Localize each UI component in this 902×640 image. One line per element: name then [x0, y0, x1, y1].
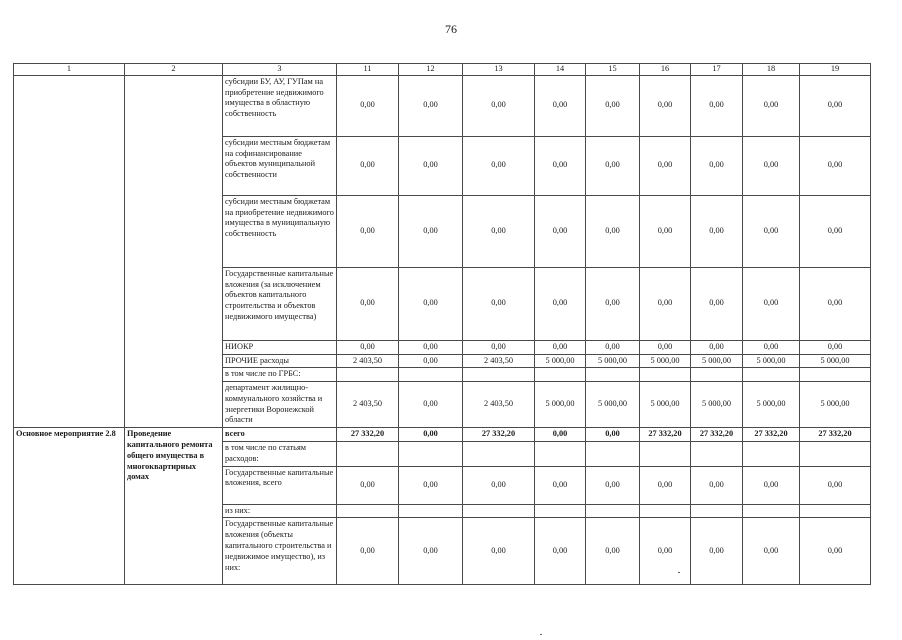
- header-cell: 14: [535, 64, 586, 76]
- value-cell: 0,00: [640, 340, 691, 354]
- value-cell: 0,00: [463, 267, 535, 340]
- value-cell: 0,00: [800, 267, 871, 340]
- header-cell: 11: [337, 64, 399, 76]
- value-cell: 27 332,20: [463, 428, 535, 442]
- value-cell: 0,00: [640, 195, 691, 267]
- value-cell: 0,00: [535, 466, 586, 504]
- value-cell: 0,00: [743, 136, 800, 195]
- value-cell: 5 000,00: [535, 354, 586, 368]
- value-cell: 5 000,00: [743, 382, 800, 428]
- header-cell: 13: [463, 64, 535, 76]
- value-cell: 27 332,20: [640, 428, 691, 442]
- value-cell: 0,00: [800, 75, 871, 136]
- scan-speck: [540, 634, 542, 635]
- value-cell: 0,00: [743, 195, 800, 267]
- value-cell: [399, 442, 463, 467]
- value-cell: 0,00: [535, 340, 586, 354]
- expense-label: всего: [223, 428, 337, 442]
- value-cell: 0,00: [463, 75, 535, 136]
- table-row: [14, 75, 871, 136]
- value-cell: 0,00: [399, 75, 463, 136]
- value-cell: [535, 368, 586, 382]
- expense-label: НИОКР: [223, 340, 337, 354]
- value-cell: 0,00: [691, 267, 743, 340]
- value-cell: 5 000,00: [691, 382, 743, 428]
- value-cell: 5 000,00: [743, 354, 800, 368]
- value-cell: 0,00: [743, 75, 800, 136]
- value-cell: 0,00: [337, 75, 399, 136]
- value-cell: 0,00: [586, 136, 640, 195]
- value-cell: 0,00: [463, 466, 535, 504]
- value-cell: [743, 368, 800, 382]
- value-cell: 0,00: [691, 340, 743, 354]
- value-cell: 0,00: [691, 75, 743, 136]
- value-cell: 0,00: [586, 75, 640, 136]
- value-cell: 0,00: [586, 466, 640, 504]
- value-cell: [800, 504, 871, 518]
- value-cell: [463, 442, 535, 467]
- value-cell: 0,00: [586, 428, 640, 442]
- value-cell: 2 403,50: [463, 382, 535, 428]
- value-cell: 5 000,00: [586, 382, 640, 428]
- value-cell: 0,00: [463, 340, 535, 354]
- value-cell: 0,00: [463, 518, 535, 585]
- value-cell: 27 332,20: [337, 428, 399, 442]
- value-cell: [337, 504, 399, 518]
- value-cell: [586, 504, 640, 518]
- value-cell: 0,00: [800, 195, 871, 267]
- value-cell: [535, 442, 586, 467]
- table-row: [14, 428, 871, 442]
- value-cell: 0,00: [399, 382, 463, 428]
- header-cell: 3: [223, 64, 337, 76]
- value-cell: 27 332,20: [800, 428, 871, 442]
- scan-speck: [678, 572, 680, 573]
- value-cell: [399, 368, 463, 382]
- activity-name-cell: [125, 75, 223, 427]
- header-cell: 17: [691, 64, 743, 76]
- value-cell: 0,00: [800, 466, 871, 504]
- value-cell: [640, 504, 691, 518]
- value-cell: 0,00: [586, 195, 640, 267]
- value-cell: 0,00: [691, 518, 743, 585]
- expense-label: в том числе по статьям расходов:: [223, 442, 337, 467]
- value-cell: [691, 504, 743, 518]
- value-cell: [463, 368, 535, 382]
- value-cell: 27 332,20: [691, 428, 743, 442]
- value-cell: 0,00: [586, 340, 640, 354]
- value-cell: 0,00: [399, 267, 463, 340]
- value-cell: [535, 504, 586, 518]
- value-cell: 0,00: [399, 466, 463, 504]
- value-cell: 0,00: [535, 136, 586, 195]
- expense-label: субсидии местным бюджетам на софинансирование объектов муниципальной собственности: [223, 136, 337, 195]
- value-cell: 5 000,00: [640, 382, 691, 428]
- value-cell: 27 332,20: [743, 428, 800, 442]
- value-cell: 0,00: [800, 340, 871, 354]
- value-cell: 0,00: [535, 428, 586, 442]
- value-cell: 0,00: [399, 518, 463, 585]
- value-cell: [743, 442, 800, 467]
- expense-label: из них:: [223, 504, 337, 518]
- value-cell: 5 000,00: [586, 354, 640, 368]
- header-cell: 2: [125, 64, 223, 76]
- header-cell: 18: [743, 64, 800, 76]
- value-cell: 0,00: [399, 195, 463, 267]
- value-cell: 0,00: [800, 136, 871, 195]
- header-cell: 12: [399, 64, 463, 76]
- expense-label: Государственные капитальные вложения (за исключением объектов капитального строительства и объектов недвижимого имущества): [223, 267, 337, 340]
- value-cell: [691, 442, 743, 467]
- value-cell: [337, 442, 399, 467]
- value-cell: [800, 442, 871, 467]
- value-cell: 0,00: [535, 195, 586, 267]
- value-cell: [399, 504, 463, 518]
- value-cell: 0,00: [337, 195, 399, 267]
- value-cell: 0,00: [337, 466, 399, 504]
- value-cell: 5 000,00: [535, 382, 586, 428]
- value-cell: 0,00: [399, 354, 463, 368]
- expense-label: в том числе по ГРБС:: [223, 368, 337, 382]
- value-cell: 0,00: [337, 136, 399, 195]
- value-cell: [800, 368, 871, 382]
- value-cell: 5 000,00: [640, 354, 691, 368]
- value-cell: 0,00: [337, 340, 399, 354]
- value-cell: 5 000,00: [800, 354, 871, 368]
- value-cell: 0,00: [640, 75, 691, 136]
- value-cell: 0,00: [640, 466, 691, 504]
- value-cell: 0,00: [640, 518, 691, 585]
- value-cell: 0,00: [463, 195, 535, 267]
- value-cell: 0,00: [691, 136, 743, 195]
- value-cell: 0,00: [586, 267, 640, 340]
- value-cell: 0,00: [586, 518, 640, 585]
- value-cell: [691, 368, 743, 382]
- expense-label: субсидии местным бюджетам на приобретение недвижимого имущества в муниципальную собственность: [223, 195, 337, 267]
- expense-label: департамент жилищно-коммунального хозяйства и энергетики Воронежской области: [223, 382, 337, 428]
- activity-name-cell: Проведение капитального ремонта общего имущества в многоквартирных домах: [125, 428, 223, 585]
- value-cell: 0,00: [691, 466, 743, 504]
- value-cell: 0,00: [800, 518, 871, 585]
- expense-label: ПРОЧИЕ расходы: [223, 354, 337, 368]
- value-cell: 5 000,00: [691, 354, 743, 368]
- value-cell: [640, 368, 691, 382]
- value-cell: 0,00: [743, 518, 800, 585]
- value-cell: [463, 504, 535, 518]
- value-cell: 0,00: [337, 518, 399, 585]
- value-cell: [586, 368, 640, 382]
- value-cell: 0,00: [399, 428, 463, 442]
- budget-table: [13, 63, 871, 585]
- header-cell: 16: [640, 64, 691, 76]
- header-row: [14, 64, 871, 76]
- value-cell: [743, 504, 800, 518]
- value-cell: 0,00: [691, 195, 743, 267]
- value-cell: 0,00: [535, 75, 586, 136]
- expense-label: Государственные капитальные вложения, всего: [223, 466, 337, 504]
- value-cell: [586, 442, 640, 467]
- value-cell: 0,00: [535, 518, 586, 585]
- header-cell: 19: [800, 64, 871, 76]
- value-cell: [640, 442, 691, 467]
- value-cell: 0,00: [640, 136, 691, 195]
- activity-cell: [14, 75, 125, 427]
- value-cell: 5 000,00: [800, 382, 871, 428]
- value-cell: 0,00: [743, 267, 800, 340]
- value-cell: 0,00: [463, 136, 535, 195]
- value-cell: 0,00: [743, 340, 800, 354]
- header-cell: 1: [14, 64, 125, 76]
- header-cell: 15: [586, 64, 640, 76]
- value-cell: 0,00: [535, 267, 586, 340]
- value-cell: [337, 368, 399, 382]
- activity-cell: Основное мероприятие 2.8: [14, 428, 125, 585]
- expense-label: Государственные капитальные вложения (объекты капитального строительства и недвижимое имущество), из них:: [223, 518, 337, 585]
- value-cell: 0,00: [399, 136, 463, 195]
- value-cell: 2 403,50: [337, 382, 399, 428]
- value-cell: 2 403,50: [463, 354, 535, 368]
- value-cell: 0,00: [640, 267, 691, 340]
- value-cell: 0,00: [399, 340, 463, 354]
- expense-label: субсидии БУ, АУ, ГУПам на приобретение недвижимого имущества в областную собственность: [223, 75, 337, 136]
- value-cell: 0,00: [337, 267, 399, 340]
- page-number: 76: [445, 22, 457, 36]
- value-cell: 2 403,50: [337, 354, 399, 368]
- value-cell: 0,00: [743, 466, 800, 504]
